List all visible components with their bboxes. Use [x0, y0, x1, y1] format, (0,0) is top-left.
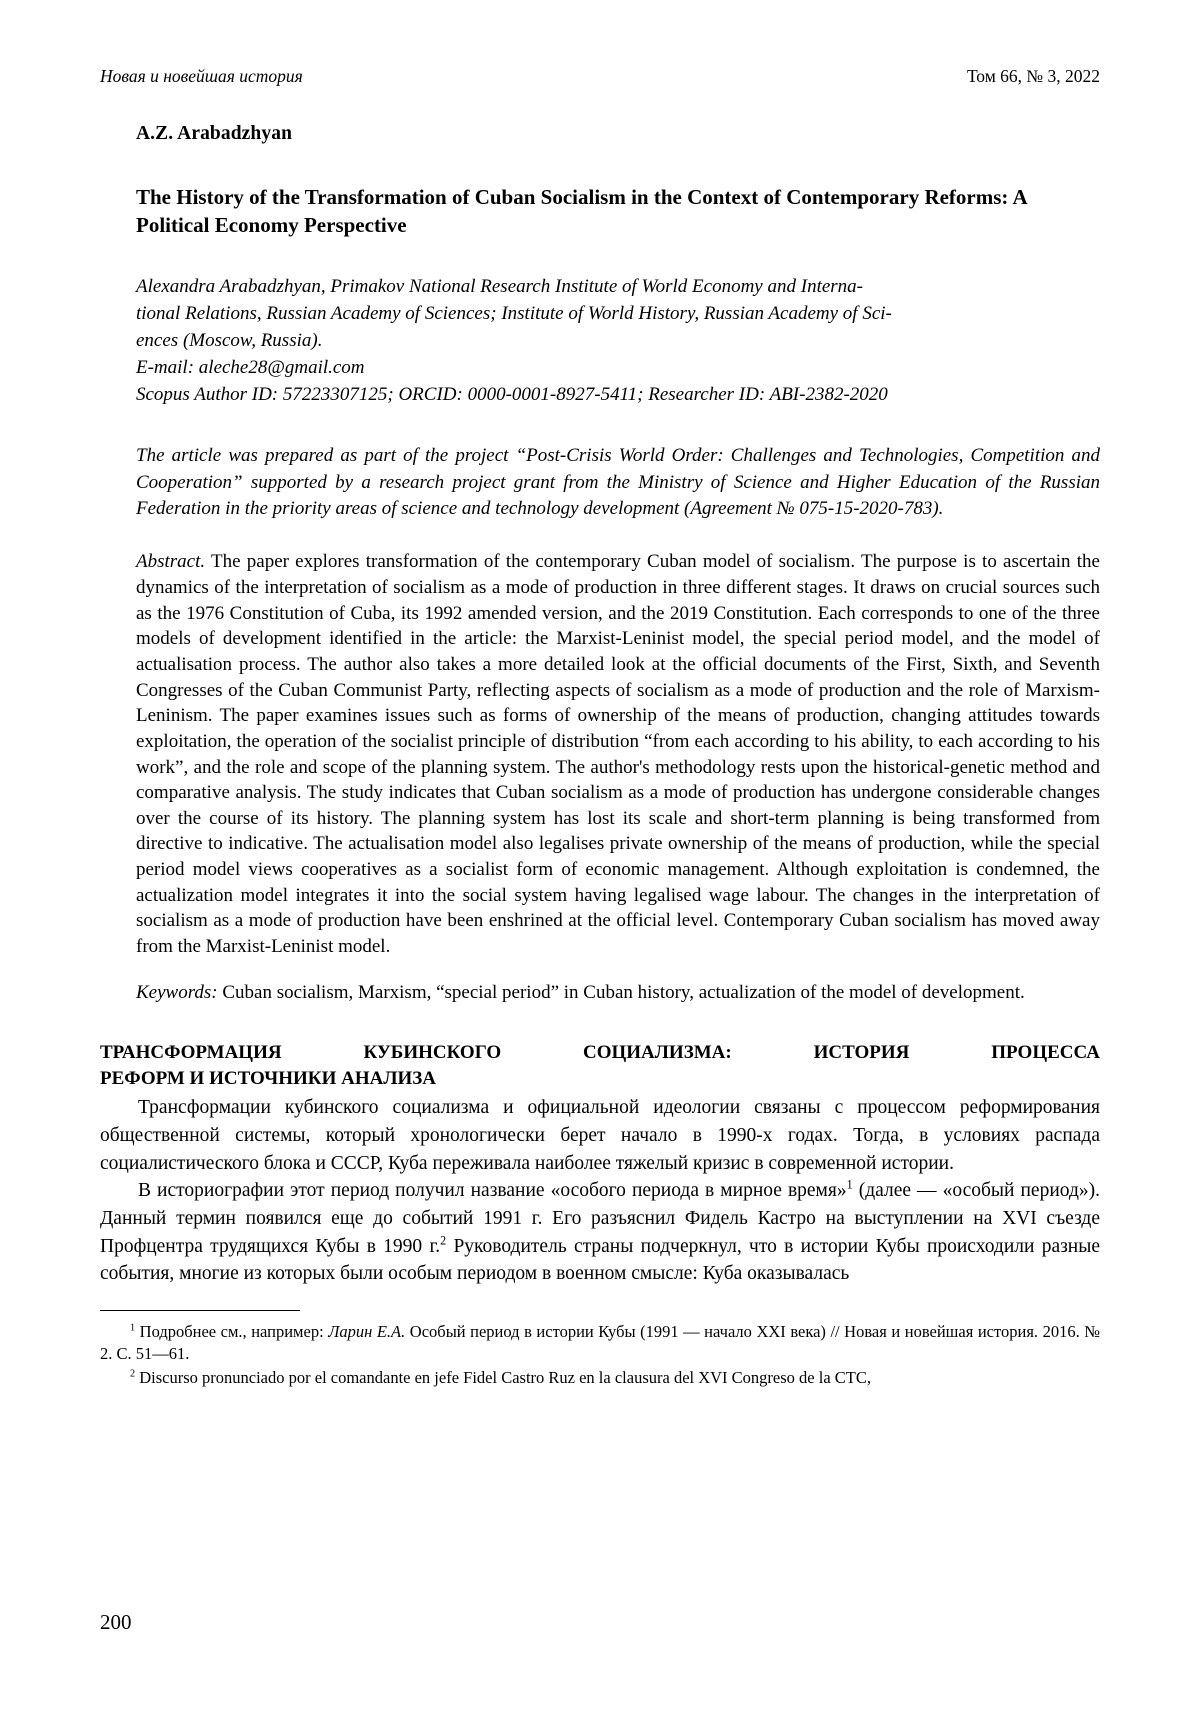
- body-paragraph-2: [100, 1177, 1100, 1288]
- article-block: [136, 123, 1100, 1006]
- keywords-text: Cuban socialism, Marxism, “special period” in Cuban history, actualization of the model of development.: [217, 981, 1025, 1003]
- author-email: E-mail: aleche28@gmail.com: [136, 356, 365, 378]
- footnote-2-marker: 2: [130, 1368, 136, 1380]
- footnote-1-author: Ларин Е.А.: [328, 1322, 406, 1342]
- footnote-ref-2[interactable]: 2: [440, 1233, 447, 1248]
- paragraph-2-part-c: Руководитель страны подчеркнул, что в истории Кубы происходили разные события, многие из которых были особым периодом в военном смысле: Куба оказывалась: [100, 1235, 1100, 1285]
- page-number: 200: [100, 1610, 132, 1634]
- footnote-1-post: Особый период в истории Кубы (1991 — начало XXI века) // Новая и новейшая история. 2016. № 2. С. 51—61.: [100, 1322, 1100, 1363]
- issue-info: Том 66, № 3, 2022: [966, 66, 1100, 86]
- footnotes: [100, 1321, 1100, 1388]
- section-heading-line-1: ТРАНСФОРМАЦИЯ КУБИНСКОГО СОЦИАЛИЗМА: ИСТОРИЯ ПРОЦЕССА: [100, 1041, 1100, 1063]
- abstract-label: Abstract.: [136, 551, 206, 573]
- author-affiliation: [136, 274, 1100, 409]
- paragraph-2-part-a: В историографии этот период получил название «особого периода в мирное время»: [138, 1180, 847, 1202]
- footnote-ref-1[interactable]: 1: [846, 1177, 853, 1192]
- footnote-1-pre: Подробнее см., например:: [135, 1322, 329, 1342]
- footnote-separator: [100, 1310, 300, 1311]
- keywords-label: Keywords:: [136, 981, 218, 1003]
- section-heading-line-2: РЕФОРМ И ИСТОЧНИКИ АНАЛИЗА: [100, 1068, 437, 1090]
- section-heading: [100, 1040, 1100, 1092]
- footnote-1: [100, 1321, 1100, 1365]
- keywords: [136, 980, 1100, 1006]
- paragraph-2-part-b: (далее — «особый период»). Данный термин появился еще до событий 1991 г. Его разъяснил Фидель Кастро на выступлении на XVI съезде Профцентра трудящихся Кубы в 1990 г.: [100, 1180, 1100, 1257]
- abstract: [136, 549, 1100, 959]
- footnote-2: [100, 1367, 1100, 1389]
- body-paragraph-1: Трансформации кубинского социализма и официальной идеологии связаны с процессом реформирования общественной системы, который хронологически берет начало в 1990-х годах. Тогда, в условиях распада социалистического блока и СССР, Куба переживала наиболее тяжелый кризис в современной истории.: [100, 1097, 1100, 1174]
- affiliation-line-3: ences (Moscow, Russia).: [136, 329, 323, 351]
- journal-name: Новая и новейшая история: [100, 66, 303, 86]
- affiliation-line-2: tional Relations, Russian Academy of Sciences; Institute of World History, Russian Academy of Sci-: [136, 302, 892, 324]
- abstract-text: The paper explores transformation of the contemporary Cuban model of socialism. The purpose is to ascertain the dynamics of the interpretation of socialism as a mode of production in three different stages. It draws on crucial sources such as the 1976 Constitution of Cuba, its 1992 amended version, and the 2019 Constitution. Each corresponds to one of the three models of development identified in the article: the Marxist-Leninist model, the special period model, and the model of actualisation process. The author also takes a more detailed look at the official documents of the First, Sixth, and Seventh Congresses of the Cuban Communist Party, reflecting aspects of socialism as a mode of production and the role of Marxism-Leninism. The paper examines issues such as forms of ownership of the means of production, changing attitudes towards exploitation, the operation of the socialist principle of distribution “from each according to his ability, to each according to his work”, and the role and scope of the planning system. The author's methodology rests upon the historical-genetic method and comparative analysis. The study indicates that Cuban socialism as a mode of production has undergone considerable changes over the course of its history. The planning system has lost its scale and short-term planning is being transformed from directive to indicative. The actualisation model also legalises private ownership of the means of production, while the special period model views cooperatives as a socialist form of economic management. Although exploitation is condemned, the actualization model integrates it into the social system having legalised wage labour. The changes in the interpretation of socialism as a mode of production have been enshrined at the official level. Contemporary Cuban socialism has moved away from the Marxist-Leninist model.: [136, 551, 1100, 958]
- page-content: [100, 66, 1100, 1390]
- running-head: [100, 66, 1100, 87]
- author-name: A.Z. Arabadzhyan: [136, 123, 293, 144]
- author-ids: Scopus Author ID: 57223307125; ORCID: 0000-0001-8927-5411; Researcher ID: ABI-2382-2020: [136, 383, 888, 405]
- article-title: The History of the Transformation of Cuban Socialism in the Context of Contemporary Reforms: A Political Economy Perspective: [136, 185, 1027, 238]
- affiliation-line-1: Alexandra Arabadzhyan, Primakov National Research Institute of World Economy and Interna-: [136, 275, 864, 297]
- funding-statement: The article was prepared as part of the project “Post-Crisis World Order: Challenges and Technologies, Competition and Cooperation” supported by a research project grant from the Ministry of Science and Higher Education of the Russian Federation in the priority areas of science and technology development (Agreement № 075-15-2020-783).: [136, 444, 1100, 520]
- footnote-2-text: Discurso pronunciado por el comandante en jefe Fidel Castro Ruz en la clausura del XVI Congreso de la CTC,: [135, 1367, 871, 1387]
- footnote-1-marker: 1: [130, 1322, 136, 1334]
